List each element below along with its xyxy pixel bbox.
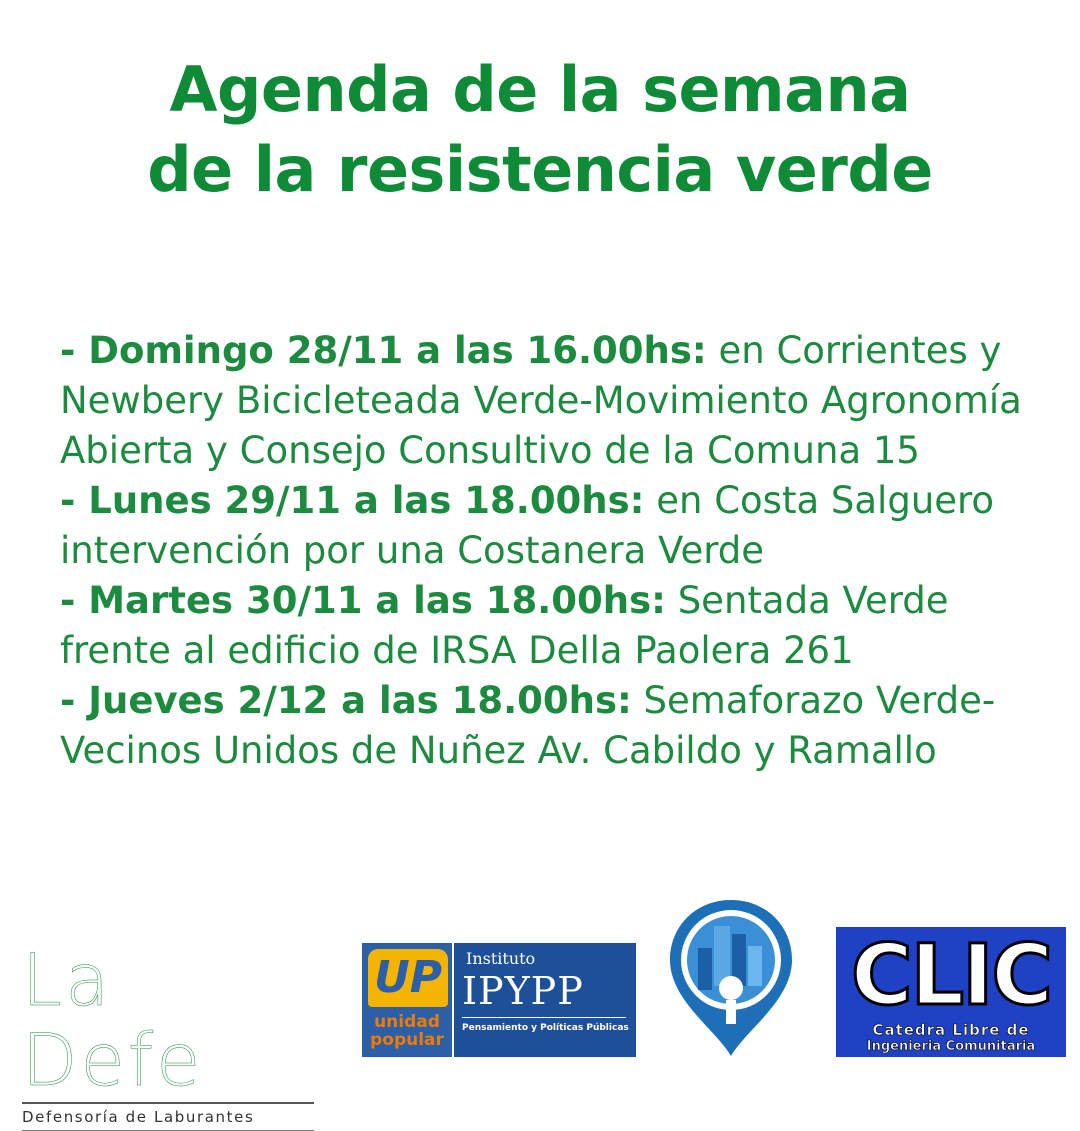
agenda-list [60, 326, 1050, 776]
page-title [0, 50, 1080, 210]
clic-line-2: Ingenieria Comunitaria [866, 1039, 1036, 1054]
title-line-2: de la resistencia verde [147, 133, 933, 206]
ipypp-description: Pensamiento y Políticas Públicas [462, 1023, 629, 1033]
clic-line-1: Catedra Libre de [872, 1021, 1030, 1039]
up-word-2: popular [370, 1030, 444, 1050]
agenda-item-lead: - Lunes 29/11 a las 18.00hs: [60, 479, 645, 522]
agenda-item-lead: - Domingo 28/11 a las 16.00hs: [60, 329, 707, 372]
agenda-item-text: Semaforazo Verde-Vecinos Unidos de Nuñez Av. Cabildo y Ramallo [60, 679, 996, 772]
la-defe-logo [22, 938, 318, 1126]
title-line-1: Agenda de la semana [169, 53, 911, 126]
logo-strip [0, 890, 1080, 1126]
agenda-item-lead: - Jueves 2/12 a las 18.00hs: [60, 679, 632, 722]
up-ipypp-logo [362, 943, 636, 1057]
agenda-item-text: en Costa Salguero intervención por una Costanera Verde [60, 479, 995, 572]
divider [462, 1017, 626, 1018]
agenda-item-text: Sentada Verde frente al edificio de IRSA Della Paolera 261 [60, 579, 949, 672]
la-defe-subtitle: Defensoría de Laburantes [22, 1108, 255, 1126]
city-pin-icon [666, 896, 796, 1060]
agenda-item [60, 576, 1050, 676]
agenda-item [60, 476, 1050, 576]
unidad-popular-logo [362, 943, 452, 1057]
la-defe-name: La Defe [22, 938, 204, 1102]
agenda-item [60, 676, 1050, 776]
divider [22, 1102, 314, 1104]
ipypp-label: Instituto [466, 949, 536, 968]
clic-logo [836, 927, 1066, 1057]
agenda-item-lead: - Martes 30/11 a las 18.00hs: [60, 579, 666, 622]
up-word-1: unidad [374, 1012, 440, 1032]
agenda-item-text: en Corrientes y Newbery Bicicleteada Verde-Movimiento Agronomía Abierta y Consejo Consultivo de la Comuna 15 [60, 329, 1022, 472]
ipypp-acronym: IPYPP [462, 969, 584, 1013]
up-mark: UP [368, 949, 448, 1007]
clic-acronym: CLIC [850, 927, 1052, 1024]
ipypp-logo [454, 943, 636, 1057]
agenda-item [60, 326, 1050, 476]
